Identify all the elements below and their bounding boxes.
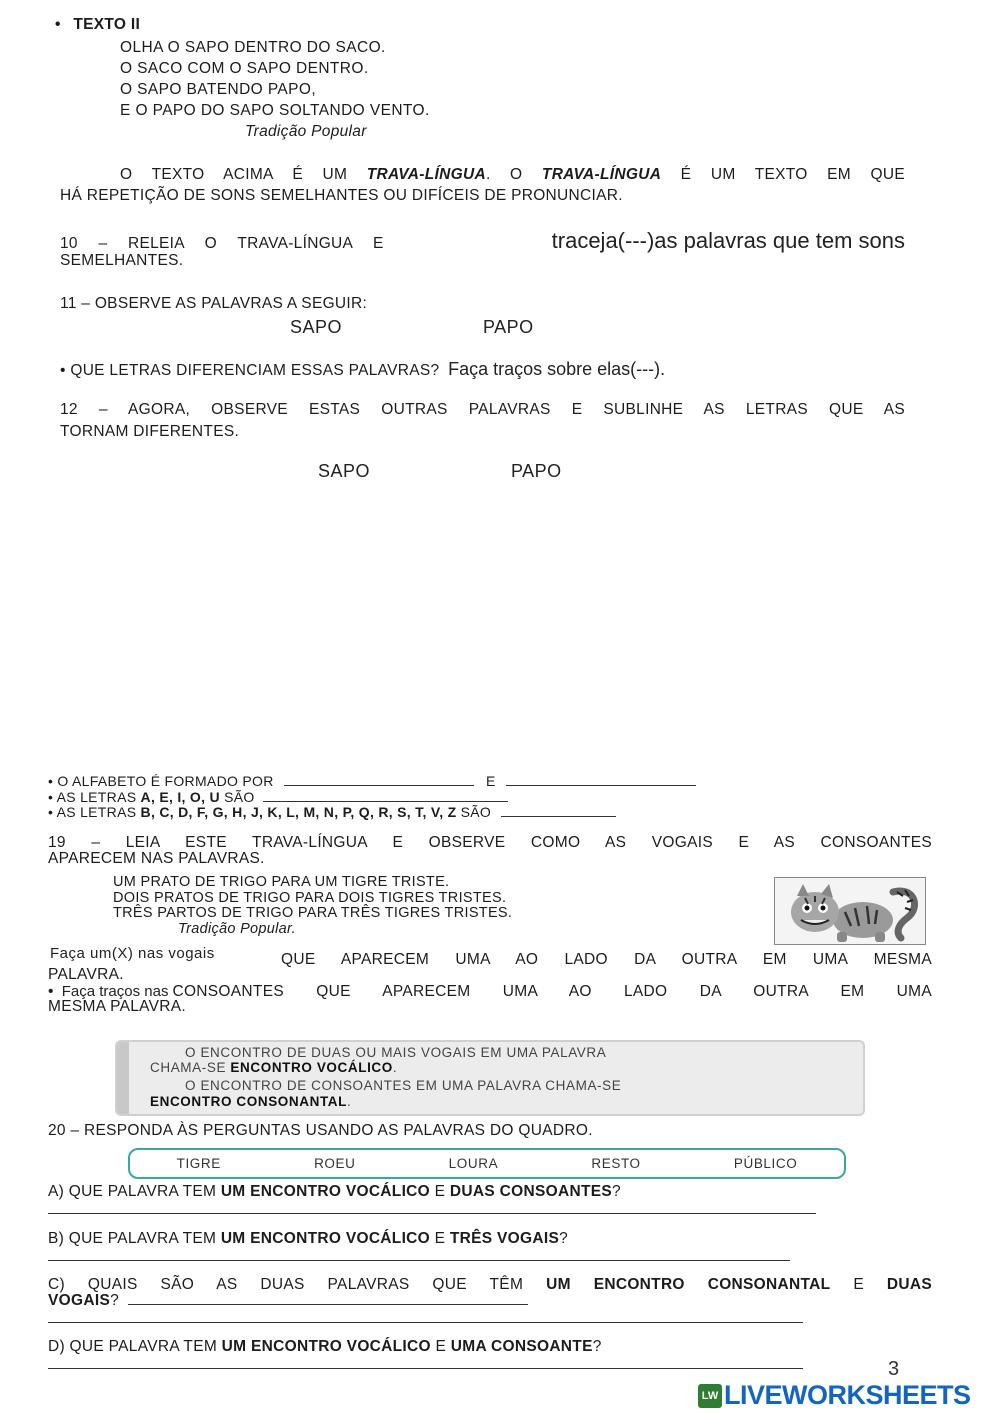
texto2-source: Tradição Popular: [245, 123, 367, 140]
answer-blank[interactable]: [501, 804, 616, 817]
word-resto: RESTO: [591, 1156, 641, 1171]
answer-blank[interactable]: [128, 1292, 528, 1305]
word-publico: PÚBLICO: [733, 1156, 798, 1171]
intro-line-2: HÁ REPETIÇÃO DE SONS SEMELHANTES OU DIFÍCEIS DE PRONUNCIAR.: [60, 187, 623, 204]
word-tigre: TIGRE: [176, 1156, 221, 1171]
q19-instruction-2: • Faça traços nas CONSOANTES QUE APARECEM UMA AO LADO DA OUTRA EM UMA: [48, 983, 932, 1000]
q10-handwritten: traceja(---)as palavras que tem sons: [551, 228, 905, 253]
q19-line-1: 19 – LEIA ESTE TRAVA-LÍNGUA E OBSERVE COMO AS VOGAIS E AS CONSOANTES: [48, 834, 932, 851]
answer-line-a[interactable]: [48, 1213, 816, 1214]
q20-b: B) QUE PALAVRA TEM UM ENCONTRO VOCÁLICO E TRÊS VOGAIS?: [48, 1230, 569, 1247]
info-box-line-1: O ENCONTRO DE DUAS OU MAIS VOGAIS EM UMA PALAVRA: [185, 1045, 607, 1060]
info-box-line-4: ENCONTRO CONSONANTAL.: [150, 1094, 352, 1109]
q20-a: A) QUE PALAVRA TEM UM ENCONTRO VOCÁLICO E DUAS CONSOANTES?: [48, 1183, 621, 1200]
q10-line-1: [60, 228, 905, 254]
tiger-illustration: [775, 878, 925, 944]
tiger-image: [774, 877, 926, 945]
logo-badge: LW: [698, 1384, 722, 1408]
q20-d: D) QUE PALAVRA TEM UM ENCONTRO VOCÁLICO E UMA CONSOANTE?: [48, 1338, 602, 1355]
answer-blank[interactable]: [263, 789, 508, 802]
q20-c: C) QUAIS SÃO AS DUAS PALAVRAS QUE TÊM UM ENCONTRO CONSONANTAL E DUAS: [48, 1276, 932, 1293]
q19-instruction-2b: MESMA PALAVRA.: [48, 998, 187, 1015]
poem-line: TRÊS PARTOS DE TRIGO PARA TRÊS TIGRES TRISTES.: [113, 905, 513, 921]
q19-instruction-1b: PALAVRA.: [48, 966, 124, 983]
intro-line-1: O TEXTO ACIMA É UM TRAVA-LÍNGUA. O TRAVA-LÍNGUA É UM TEXTO EM QUE: [120, 166, 905, 183]
poem-line: DOIS PRATOS DE TRIGO PARA DOIS TIGRES TRISTES.: [113, 889, 507, 906]
page-number: 3: [888, 1358, 900, 1380]
q19-instruction-1: QUE APARECEM UMA AO LADO DA OUTRA EM UMA MESMA: [281, 951, 932, 968]
texto2-poem: [120, 37, 430, 121]
q19-handwritten-1: Faça um(X) nas vogais: [50, 945, 215, 962]
poem-line: UM PRATO DE TRIGO PARA UM TIGRE TRISTE.: [113, 874, 450, 890]
liveworksheets-logo[interactable]: [698, 1380, 971, 1411]
answer-blank[interactable]: [506, 773, 696, 786]
texto2-title-text: TEXTO II: [73, 16, 141, 33]
info-box-line-2: CHAMA-SE ENCONTRO VOCÁLICO.: [150, 1060, 398, 1075]
poem-line: O SAPO BATENDO PAPO,: [120, 81, 317, 98]
alfabeto-line-2: • AS LETRAS A, E, I, O, U SÃO: [48, 789, 508, 805]
q12-word-papo: PAPO: [511, 461, 562, 481]
info-box-edge: [117, 1042, 129, 1114]
q11-word-sapo: SAPO: [290, 317, 343, 337]
q11-text: 11 – OBSERVE AS PALAVRAS A SEGUIR:: [60, 295, 368, 312]
info-box-line-3: O ENCONTRO DE CONSOANTES EM UMA PALAVRA CHAMA-SE: [185, 1078, 622, 1093]
word-loura: LOURA: [448, 1156, 499, 1171]
texto2-title: [55, 16, 140, 34]
answer-line-b[interactable]: [48, 1260, 790, 1261]
q11-word-papo: PAPO: [483, 317, 534, 337]
q12-line-1: 12 – AGORA, OBSERVE ESTAS OUTRAS PALAVRAS E SUBLINHE AS LETRAS QUE AS: [60, 401, 905, 418]
q19-poem: [113, 875, 512, 922]
alfabeto-line-3: • AS LETRAS B, C, D, F, G, H, J, K, L, M, N, P, Q, R, S, T, V, Z SÃO: [48, 804, 616, 820]
q20-c-line-2: VOGAIS?: [48, 1292, 528, 1310]
poem-line: E O PAPO DO SAPO SOLTANDO VENTO.: [120, 102, 430, 119]
bullet: •: [55, 16, 61, 33]
poem-line: O SACO COM O SAPO DENTRO.: [120, 60, 369, 77]
q11-question: • QUE LETRAS DIFERENCIAM ESSAS PALAVRAS? Faça traços sobre elas(---).: [60, 359, 666, 379]
answer-blank[interactable]: [284, 773, 474, 786]
q12-line-2: TORNAM DIFERENTES.: [60, 423, 240, 440]
q19-source: Tradição Popular.: [178, 921, 296, 937]
q10-text: 10 – RELEIA O TRAVA-LÍNGUA E: [60, 235, 384, 252]
q12-word-sapo: SAPO: [318, 461, 371, 481]
poem-line: OLHA O SAPO DENTRO DO SACO.: [120, 39, 386, 56]
answer-line-c[interactable]: [48, 1322, 803, 1323]
q19-line-2: APARECEM NAS PALAVRAS.: [48, 850, 265, 867]
alfabeto-line-1: • O ALFABETO É FORMADO POR E: [48, 773, 696, 789]
word-box: [128, 1148, 846, 1179]
answer-line-d[interactable]: [48, 1368, 803, 1369]
q10-line-2: SEMELHANTES.: [60, 252, 184, 269]
q11-handwritten: Faça traços sobre elas(---).: [448, 359, 666, 379]
q20-text: 20 – RESPONDA ÀS PERGUNTAS USANDO AS PALAVRAS DO QUADRO.: [48, 1122, 593, 1139]
word-roeu: ROEU: [314, 1156, 356, 1171]
logo-text: LIVEWORKSHEETS: [724, 1380, 971, 1410]
